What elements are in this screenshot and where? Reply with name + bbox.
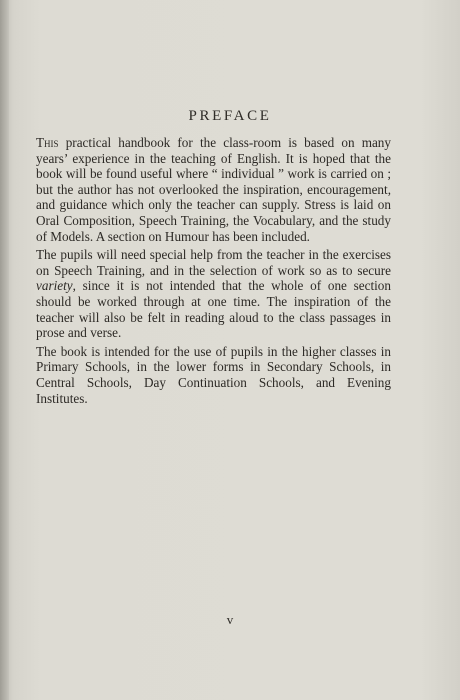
paragraph-2-text-after: , since it is not intended that the whole of one section should be worked through at one time. The inspiration of the teacher will also be felt in reading aloud to the class passages in prose and verse. [36,278,391,341]
paragraph-2 [36,247,391,341]
paragraph-3-text: The book is intended for the use of pupils in the higher classes in Primary Schools, in the lower forms in Secondary Schools, in Central Schools, Day Continuation Schools, and Evening Institutes. [36,343,391,406]
paragraph-1 [36,135,391,244]
preface-body [36,135,391,409]
binding-edge [0,0,9,700]
paragraph-3 [36,344,391,406]
page-number: v [226,612,234,627]
page-title: PREFACE [188,108,272,124]
paragraph-2-emphasis: variety [36,278,73,294]
paragraph-1-lead: This [36,135,59,150]
paragraph-1-text: practical handbook for the class-room is based on many years’ experience in the teaching of English. It is hoped that the book will be found useful where “ individual ” work is carried on ; but the author has not overlooked the inspiration, encouragement, and guidance which only the teacher can supply. Stress is laid on Oral Composition, Speech Training, the Vocabulary, and the study of Models. A section on Humour has been included. [36,135,391,244]
paragraph-2-text-before: The pupils will need special help from the teacher in the exercises on Speech Training, and in the selection of work so as to secure [36,247,391,278]
